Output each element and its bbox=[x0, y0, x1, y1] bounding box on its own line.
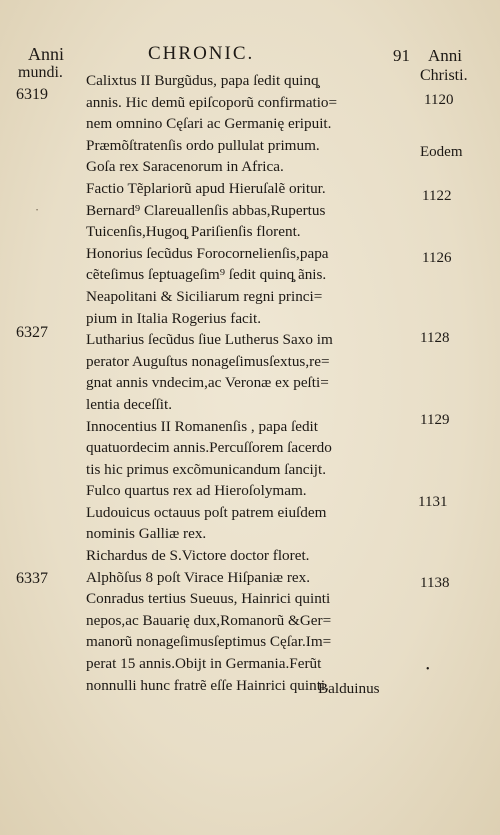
text-column bbox=[86, 70, 418, 696]
header-mundi: mundi. bbox=[18, 64, 63, 81]
text-line: nonnulli hunc fratrẽ eſſe Hainrici quinti. bbox=[86, 676, 329, 694]
text-line: Fulco quartus rex ad Hieroſolymam. bbox=[86, 482, 307, 500]
text-line: Calixtus II Burgũdus, papa ſedit quinq̧ bbox=[86, 72, 319, 89]
anno-christi: 1131 bbox=[418, 494, 448, 510]
text-line: quatuordecim annis.Percuſſorem ſacerdo bbox=[86, 439, 332, 457]
header-mundi-label bbox=[18, 63, 63, 83]
text-line: nominis Galliæ rex. bbox=[86, 525, 207, 543]
anno-christi: 1128 bbox=[420, 330, 450, 346]
text-line: Alphõſus 8 poſt Virace Hiſpaniæ rex. bbox=[86, 568, 311, 586]
text-line: Præmõſtratenſis ordo pullulat primum. bbox=[86, 136, 320, 154]
text-line: Richardus de S.Victore doctor floret. bbox=[86, 547, 310, 565]
anno-christi: 1126 bbox=[422, 250, 452, 266]
text-line: nem omnino Cęſari ac Germanię eripuit. bbox=[86, 115, 332, 133]
text-line: Ludouicus octauus poſt patrem eiuſdem bbox=[86, 503, 327, 521]
header-anni-mundi-label bbox=[28, 44, 64, 64]
text-line: cẽteſimus ſeptuageſim⁹ ſedit quinq̧ ãnis. bbox=[86, 266, 327, 284]
text-line: manorũ nonageſimusſeptimus Cęſar.Im= bbox=[86, 633, 332, 651]
text-line: gnat annis vndecim,ac Veronæ ex peſti= bbox=[86, 374, 329, 392]
text-line: Tuicenſis,Hugoq̧ Pariſienſis florent. bbox=[86, 223, 301, 241]
anno-christi: 1120 bbox=[424, 92, 454, 108]
text-line: tis hic primus excõmunicandum ſancijt. bbox=[86, 460, 326, 478]
running-title: CHRONIC. bbox=[148, 43, 255, 64]
text-line: annis. Hic demũ epiſcoporũ confirmatio= bbox=[86, 93, 338, 111]
text-line: Goſa rex Saracenorum in Africa. bbox=[86, 158, 284, 176]
text-line: perat 15 annis.Obijt in Germania.Ferũt bbox=[86, 655, 322, 673]
text-line: lentia deceſſit. bbox=[86, 395, 173, 413]
ink-speck: • bbox=[36, 208, 39, 214]
text-line: Bernard⁹ Clareuallenſis abbas,Rupertus bbox=[86, 201, 326, 219]
text-line: Lutharius ſecũdus ſiue Lutherus Saxo im bbox=[86, 331, 333, 349]
text-line: Innocentius II Romanenſis , papa ſedit bbox=[86, 417, 318, 435]
anno-mundi: 6337 bbox=[16, 570, 48, 587]
text-line: Conradus tertius Sueuus, Hainrici quinti bbox=[86, 590, 331, 608]
anno-christi: 1138 bbox=[420, 575, 450, 591]
text-line: Factio Tẽplariorũ apud Hieruſalẽ oritur. bbox=[86, 179, 326, 197]
text-line: Neapolitani & Siciliarum regni princi= bbox=[86, 287, 323, 305]
text-line: pium in Italia Rogerius facit. bbox=[86, 309, 262, 327]
page-number: 91 bbox=[393, 46, 410, 65]
anno-christi: 1122 bbox=[422, 188, 452, 204]
ink-speck: • bbox=[426, 664, 430, 675]
header-anni: Anni bbox=[28, 44, 64, 64]
text-line: perator Auguſtus nonageſimusſextus,re= bbox=[86, 352, 330, 370]
header-christi: Christi. bbox=[420, 67, 468, 84]
catchword: Balduinus bbox=[318, 680, 380, 697]
text-line: Honorius ſecũdus Forocornelienſis,papa bbox=[86, 244, 329, 262]
anno-christi: 1129 bbox=[420, 412, 450, 428]
anno-mundi: 6327 bbox=[16, 324, 48, 341]
header-anni-right: Anni bbox=[428, 46, 462, 65]
anno-christi: Eodem bbox=[420, 144, 463, 160]
text-line: nepos,ac Bauarię dux,Romanorũ &Ger= bbox=[86, 611, 332, 629]
anno-mundi: 6319 bbox=[16, 86, 48, 103]
